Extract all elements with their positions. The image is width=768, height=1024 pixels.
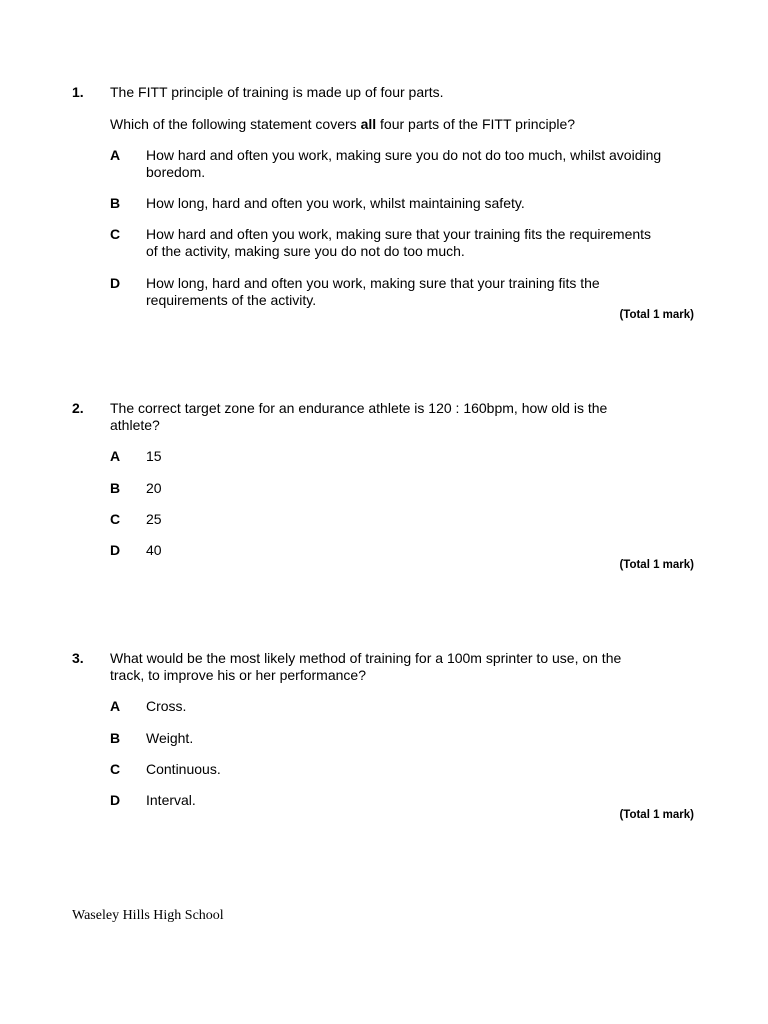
option-text: 40	[146, 542, 162, 558]
option-letter: C	[110, 511, 121, 527]
option-letter: D	[110, 792, 121, 808]
question-number: 2.	[72, 400, 84, 416]
total-mark: (Total 1 mark)	[619, 309, 694, 321]
option-text: Cross.	[146, 698, 187, 714]
option-text: How long, hard and often you work, making sure that your training fits the requirements of the activity.	[146, 275, 600, 308]
option-letter: C	[110, 226, 121, 242]
option-text: 15	[146, 448, 162, 464]
option-letter: A	[110, 147, 121, 163]
question-number: 3.	[72, 650, 84, 666]
option-letter: C	[110, 761, 121, 777]
option-letter: A	[110, 698, 121, 714]
question-text: The FITT principle of training is made up of four parts.	[110, 84, 444, 100]
question-text: The correct target zone for an endurance athlete is 120 : 160bpm, how old is the athlete?	[110, 400, 608, 433]
option-text: Interval.	[146, 792, 196, 808]
option-letter: A	[110, 448, 121, 464]
option-text: How hard and often you work, making sure that your training fits the requirements of the activity, making sure you do not do too much.	[146, 226, 652, 259]
option-letter: B	[110, 195, 121, 211]
total-mark: (Total 1 mark)	[619, 559, 694, 571]
option-text: How hard and often you work, making sure you do not do too much, whilst avoiding boredom.	[146, 147, 662, 180]
option-text: How long, hard and often you work, whilst maintaining safety.	[146, 195, 525, 211]
option-letter: D	[110, 275, 121, 291]
option-letter: B	[110, 730, 121, 746]
option-text: Continuous.	[146, 761, 221, 777]
question-subtext: Which of the following statement covers all four parts of the FITT principle?	[110, 116, 576, 132]
option-letter: B	[110, 480, 121, 496]
option-text: 25	[146, 511, 162, 527]
question-text: What would be the most likely method of training for a 100m sprinter to use, on the track, to improve his or her performance?	[110, 650, 622, 683]
page-footer: Waseley Hills High School	[72, 908, 224, 923]
option-text: Weight.	[146, 730, 194, 746]
option-letter: D	[110, 542, 121, 558]
total-mark: (Total 1 mark)	[619, 809, 694, 821]
question-number: 1.	[72, 84, 84, 100]
option-text: 20	[146, 480, 162, 496]
